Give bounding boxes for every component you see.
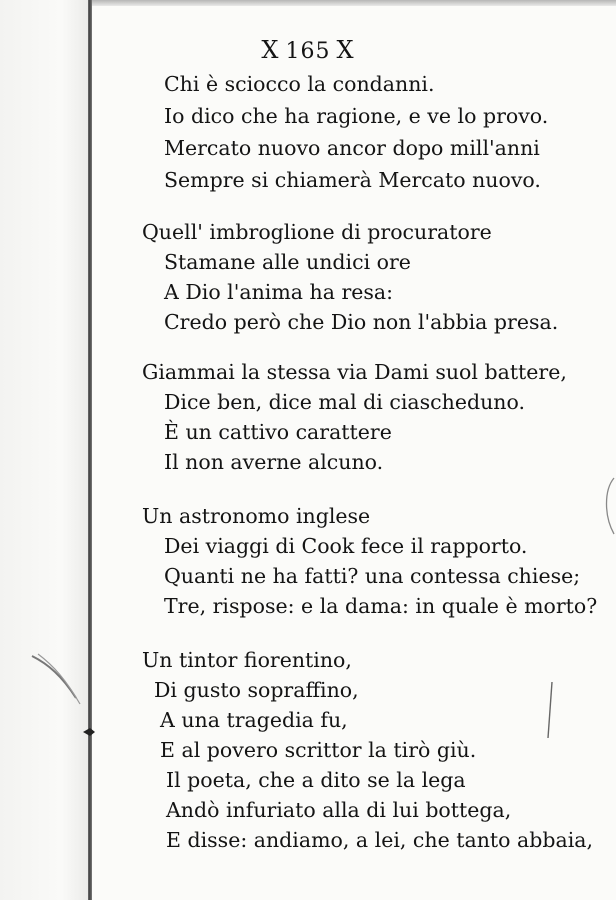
poem-line: Un astronomo inglese	[142, 504, 371, 528]
poem-line: Io dico che ha ragione, e ve lo provo.	[164, 104, 549, 128]
poem-line: Il poeta, che a dito se la lega	[166, 768, 466, 792]
poem-line: Mercato nuovo ancor dopo mill'anni	[164, 136, 540, 160]
poem-line: Sempre si chiamerà Mercato nuovo.	[164, 168, 541, 192]
margin-scratch-mark	[544, 680, 556, 740]
poem-line: E al povero scrittor la tirò giù.	[160, 738, 477, 762]
ink-blot-mark	[82, 726, 96, 738]
poem-line: Chi è sciocco la condanni.	[164, 72, 435, 96]
poem-line: E disse: andiamo, a lei, che tanto abbaia,	[166, 828, 593, 852]
poem-line: Quanti ne ha fatti? una contessa chiese;	[164, 564, 581, 588]
poem-line: Di gusto sopraffino,	[154, 678, 359, 702]
page-number-ornament-left: X	[261, 36, 280, 64]
poem-line: A Dio l'anima ha resa:	[164, 280, 394, 304]
poem-line: È un cattivo carattere	[164, 420, 392, 444]
page-number	[0, 36, 616, 64]
poem-line: Stamane alle undici ore	[164, 250, 411, 274]
page-top-edge	[92, 0, 616, 6]
poem-line: Il non averne alcuno.	[164, 450, 384, 474]
poem-line: A una tragedia fu,	[160, 708, 348, 732]
left-page-edge	[0, 0, 88, 900]
stray-pen-mark	[28, 650, 88, 710]
right-edge-curl-mark	[600, 476, 616, 536]
poem-line: Quell' imbroglione di procuratore	[142, 220, 492, 244]
poem-line: Dice ben, dice mal di ciascheduno.	[164, 390, 525, 414]
poem-line: Un tintor fiorentino,	[142, 648, 352, 672]
poem-line: Credo però che Dio non l'abbia presa.	[164, 310, 559, 334]
poem-line: Tre, rispose: e la dama: in quale è morto?	[164, 594, 598, 618]
binding-gutter	[88, 0, 92, 900]
poem-line: Giammai la stessa via Dami suol battere,	[142, 360, 567, 384]
poem-line: Andò infuriato alla di lui bottega,	[166, 798, 512, 822]
page-number-text: 165	[285, 39, 331, 64]
page-number-ornament-right: X	[336, 36, 355, 64]
poem-line: Dei viaggi di Cook fece il rapporto.	[164, 534, 528, 558]
